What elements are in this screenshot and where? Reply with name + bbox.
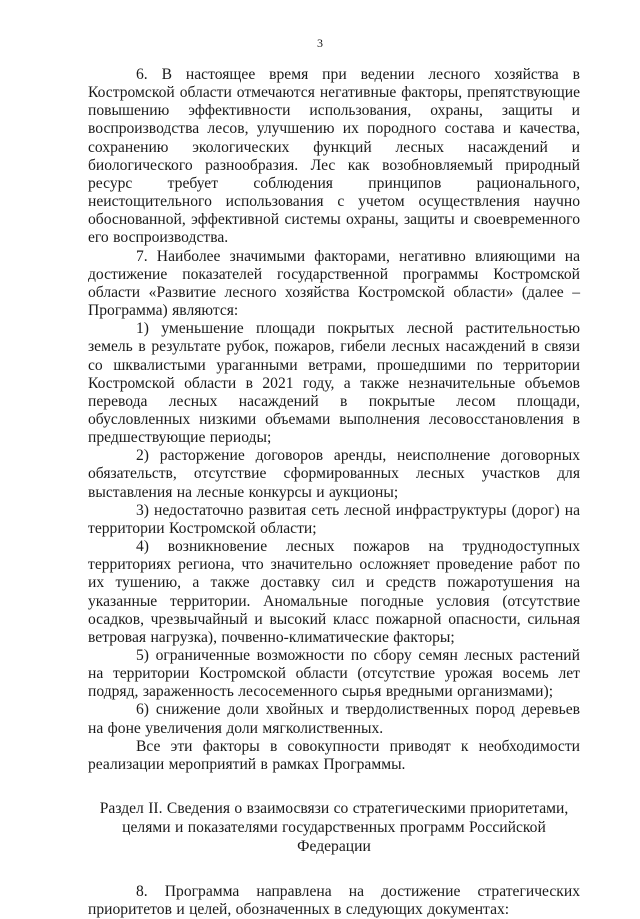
paragraph-7: 7. Наиболее значимыми факторами, негативно влияющими на достижение показателей государственной программы Костромской области «Развитие лесного хозяйства Костромской области» (далее – Программа) являются: — [88, 247, 580, 320]
list-item-3: 3) недостаточно развитая сеть лесной инфраструктуры (дорог) на территории Костромской области; — [88, 501, 580, 537]
section-heading-line-1: Раздел II. Сведения о взаимосвязи со стратегическими приоритетами, — [99, 800, 569, 818]
conclusion-paragraph: Все эти факторы в совокупности приводят к необходимости реализации мероприятий в рамках Программы. — [88, 737, 580, 773]
list-item-4: 4) возникновение лесных пожаров на труднодоступных территориях региона, что значительно осложняет проведение работ по их тушению, а также доставку сил и средств пожаротушения на указанные территории. Аномальные погодные условия (отсутствие осадков, чрезвычайный и высокий класс пожарной опасности, сильная ветровая нагрузка), почвенно-климатические факторы; — [88, 538, 580, 646]
section-heading-line-2: целями и показателями государственных программ Российской Федерации — [122, 819, 546, 856]
document-body — [88, 66, 580, 919]
paragraph-8: 8. Программа направлена на достижение стратегических приоритетов и целей, обозначенных в следующих документах: — [88, 883, 580, 919]
list-item-6: 6) снижение доли хвойных и твердолиственных пород деревьев на фоне увеличения доли мягколиственных. — [88, 701, 580, 737]
paragraph-6: 6. В настоящее время при ведении лесного хозяйства в Костромской области отмечаются негативные факторы, препятствующие повышению эффективности использования, охраны, защиты и воспроизводства лесов, улучшению их породного состава и качества, сохранению экологических функций лесных насаждений и биологического разнообразия. Лес как возобновляемый природный ресурс требует соблюдения принципов рационального, неистощительного использования с учетом осуществления научно обоснованной, эффективной системы охраны, защиты и своевременного его воспроизводства. — [88, 66, 580, 247]
list-item-1: 1) уменьшение площади покрытых лесной растительностью земель в результате рубок, пожаров, гибели лесных насаждений в связи со шквалистыми ураганными ветрами, прошедшими по территории Костромской области в 2021 году, а также незначительные объемов перевода лесных насаждений в покрытые лесом площади, обусловленных низкими объемами выполнения лесовосстановления в предшествующие периоды; — [88, 320, 580, 447]
page-number: 3 — [317, 36, 323, 50]
list-item-2: 2) расторжение договоров аренды, неисполнение договорных обязательств, отсутствие сформированных лесных участков для выставления на лесные конкурсы и аукционы; — [88, 447, 580, 501]
list-item-5: 5) ограниченные возможности по сбору семян лесных растений на территории Костромской области (отсутствие урожая восемь лет подряд, зараженность лесосеменного сырья вредными организмами); — [88, 647, 580, 701]
section-heading — [88, 799, 580, 856]
